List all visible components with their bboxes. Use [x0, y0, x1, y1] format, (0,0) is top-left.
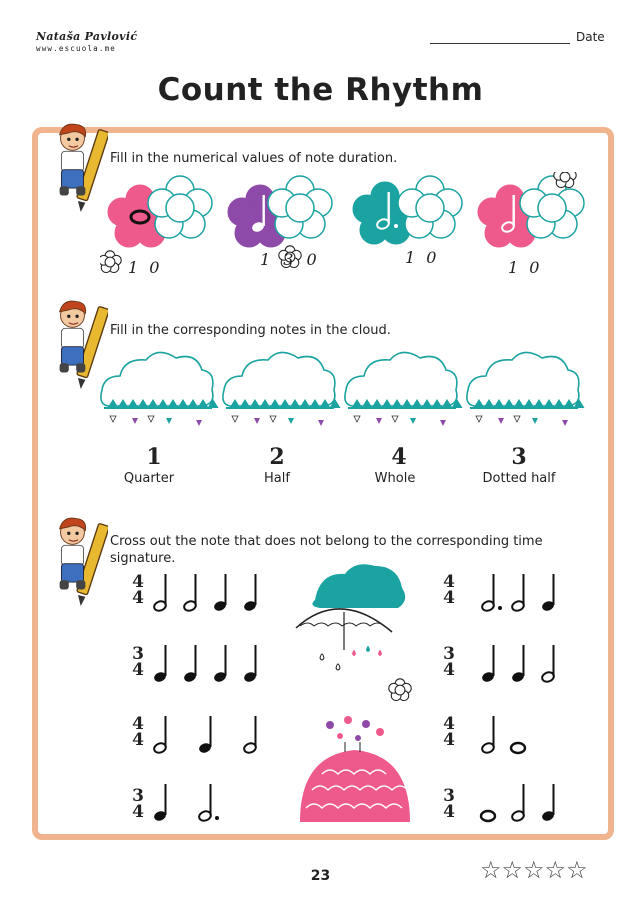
- cloud-3-label: Whole: [374, 471, 416, 486]
- note-row-6: [481, 645, 555, 683]
- half-note-icon: [481, 716, 495, 754]
- cloud-4-number: 3: [511, 444, 527, 470]
- cloud-4: [467, 352, 584, 426]
- half-note-icon: [511, 784, 525, 822]
- cloud-2-label: Half: [264, 471, 290, 486]
- page-title: Count the Rhythm: [157, 72, 484, 108]
- time-signature: 3 4: [132, 644, 144, 680]
- half-note-icon: [511, 574, 525, 612]
- note-row-7: [481, 716, 525, 754]
- cloud-2-number: 2: [269, 444, 285, 470]
- quarter-note-icon: [198, 716, 212, 754]
- note-row-8: [481, 784, 555, 822]
- time-signature: 3 4: [132, 786, 144, 822]
- quarter-note-icon: [511, 645, 525, 683]
- half-note-icon: [183, 574, 197, 612]
- quarter-note-icon: [183, 645, 197, 683]
- half-note-icon: [153, 574, 167, 612]
- time-signature: 3 4: [443, 786, 455, 822]
- section2-instruction: Fill in the corresponding notes in the cloud.: [110, 323, 391, 338]
- quarter-note-icon: [243, 645, 257, 683]
- page-number: 23: [310, 868, 331, 884]
- time-signature: 4 4: [132, 714, 144, 750]
- brand-name: Nataša Pavlović: [36, 30, 138, 43]
- dotted-half-note-icon: [481, 574, 502, 612]
- answer-1[interactable]: 1 0: [128, 258, 163, 277]
- brand-logo: [36, 30, 137, 53]
- time-signature: 4 4: [443, 714, 455, 750]
- brand-url: www.escuola.me: [36, 44, 117, 53]
- quarter-note-icon: [541, 574, 555, 612]
- dotted-half-note-icon: [198, 784, 219, 822]
- note-row-2: [153, 645, 257, 683]
- cloud-1-number: 1: [146, 444, 162, 470]
- pink-hill-illustration: [300, 716, 410, 822]
- quarter-note-icon: [153, 784, 167, 822]
- quarter-note-icon: [153, 645, 167, 683]
- time-signature: 3 4: [443, 644, 455, 680]
- cloud-4-label: Dotted half: [482, 471, 556, 486]
- note-row-1: [153, 574, 257, 612]
- note-row-3: [153, 716, 257, 754]
- section1-instruction: Fill in the numerical values of note duration.: [110, 151, 398, 166]
- quarter-note-icon: [213, 574, 227, 612]
- note-row-5: [481, 574, 555, 612]
- half-note-icon: [243, 716, 257, 754]
- answer-4[interactable]: 1 0: [508, 258, 543, 277]
- whole-note-icon: [481, 811, 495, 821]
- cloud-1-label: Quarter: [123, 471, 175, 486]
- quarter-note-icon: [243, 574, 257, 612]
- clouds-row: [98, 346, 598, 441]
- boy-with-pencil-illustration: [48, 120, 108, 212]
- umbrella-cloud-illustration: [296, 564, 411, 700]
- cloud-3: [345, 352, 462, 426]
- time-signature: 4 4: [132, 572, 144, 608]
- quarter-note-icon: [481, 645, 495, 683]
- time-signature: 4 4: [443, 572, 455, 608]
- rhythm-notes: [0, 560, 641, 840]
- date-label: Date: [576, 30, 605, 44]
- cloud-1: [101, 352, 218, 426]
- section3-instruction: Cross out the note that does not belong to the corresponding time signature.: [110, 534, 543, 566]
- answer-3[interactable]: 1 0: [405, 248, 440, 267]
- whole-note-icon: [511, 743, 525, 753]
- answer-2[interactable]: 1 3 0: [260, 250, 321, 269]
- half-note-icon: [153, 716, 167, 754]
- cloud-2: [223, 352, 340, 426]
- rating-stars[interactable]: ☆☆☆☆☆: [480, 856, 588, 884]
- cloud-3-number: 4: [391, 444, 407, 470]
- quarter-note-icon: [541, 784, 555, 822]
- quarter-note-icon: [213, 645, 227, 683]
- date-field[interactable]: [430, 43, 570, 44]
- note-row-4: [153, 784, 219, 822]
- half-note-icon: [541, 645, 555, 683]
